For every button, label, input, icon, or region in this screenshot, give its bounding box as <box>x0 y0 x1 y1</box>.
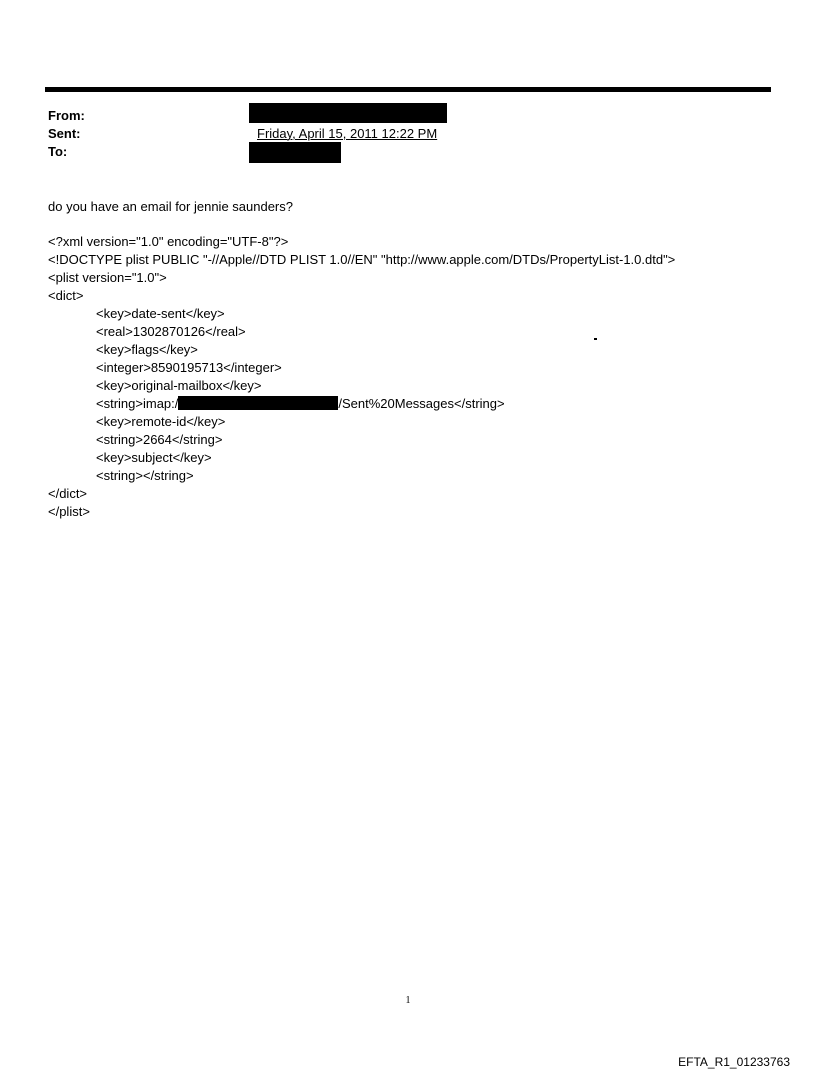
message-text: do you have an email for jennie saunders? <box>48 199 293 214</box>
plist-line: <key>remote-id</key> <box>96 414 226 429</box>
page-number: 1 <box>405 995 411 1006</box>
plist-line: <key>subject</key> <box>96 450 212 465</box>
plist-line: </dict> <box>48 486 88 501</box>
plist-line: <!DOCTYPE plist PUBLIC "-//Apple//DTD PLIST 1.0//EN" "http://www.apple.com/DTDs/PropertyList-1.0.dtd"> <box>48 252 676 267</box>
plist-line: <integer>8590195713</integer> <box>96 360 282 375</box>
plist-line: <plist version="1.0"> <box>48 270 167 285</box>
from-redaction <box>249 103 447 123</box>
plist-mailbox-line <box>96 395 505 413</box>
plist-mailbox-prefix: <string>imap:/ <box>96 396 179 411</box>
plist-line: <real>1302870126</real> <box>96 324 246 339</box>
document-id: EFTA_R1_01233763 <box>678 1055 790 1069</box>
to-label: To: <box>48 144 68 159</box>
plist-mailbox-suffix: /Sent%20Messages</string> <box>338 396 505 411</box>
scan-speck <box>594 338 597 340</box>
sent-value: Friday, April 15, 2011 12:22 PM <box>257 126 438 141</box>
from-label: From: <box>48 108 85 123</box>
to-redaction <box>249 142 341 163</box>
plist-line: <string>2664</string> <box>96 432 223 447</box>
sent-label: Sent: <box>48 126 81 141</box>
plist-line: <key>flags</key> <box>96 342 198 357</box>
plist-line: <key>date-sent</key> <box>96 306 225 321</box>
plist-line: <dict> <box>48 288 84 303</box>
plist-line: <?xml version="1.0" encoding="UTF-8"?> <box>48 234 289 249</box>
plist-line: <key>original-mailbox</key> <box>96 378 262 393</box>
header-rule <box>45 87 771 92</box>
plist-line: </plist> <box>48 504 90 519</box>
mailbox-redaction <box>178 396 338 410</box>
plist-line: <string></string> <box>96 468 194 483</box>
